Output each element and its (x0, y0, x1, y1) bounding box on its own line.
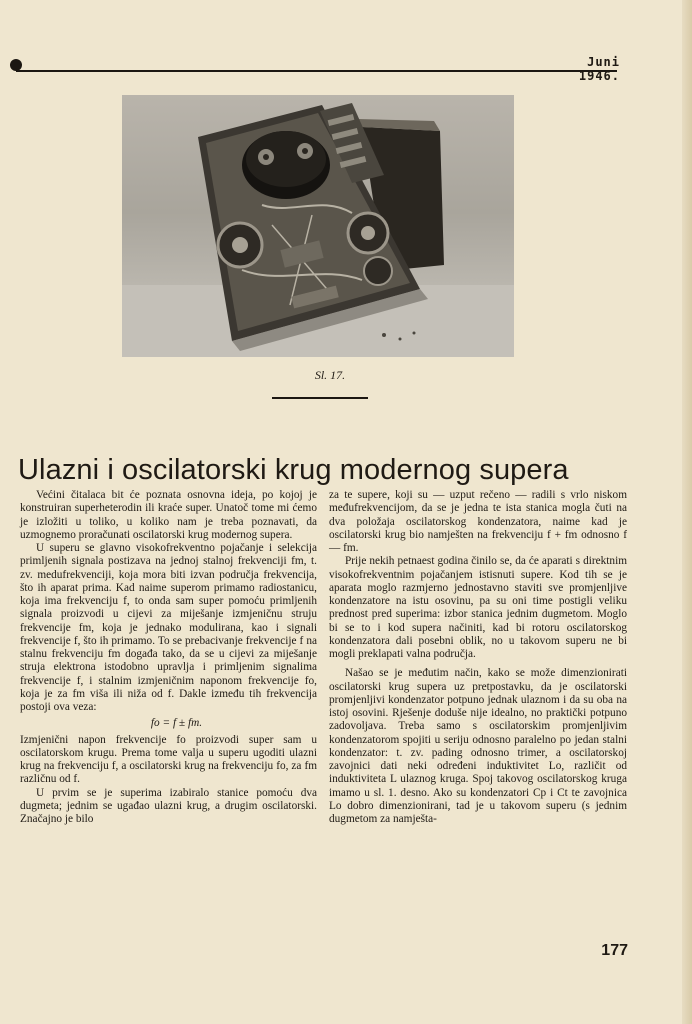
right-column (329, 489, 627, 826)
page-edge (682, 0, 692, 1024)
paragraph: U superu se glavno visokofrekventno pojačanje i selekcija primljenih signala postizava na jednoj stalnoj frekvenciji fm, t. zv. medufrekvenciji, koja mora biti izvan područja frekvencija, što ih aparat prima. Kad naime superom primamo radiostanicu, koja ima frekvenciju f, to onda sam super pomoću primljenih signala proizvodi u cijevi za miješanje izmjeničnu struju frekvencije fm, koja je jednako modulirana, kao i signali frekvencije f, što ih primamo. To se prebacivanje frekvencije f na stalnu frekvenciju fm događa tako, da se u cijevi za miješanje struja elektrona istodobno upravlja i primljenim signalima frekvencije f, i stalnim izmjeničnim naponom frekvencije fo, koja je za fm viša ili niža od f. Dakle između tih frekvencija postoji ova veza: (20, 542, 317, 713)
page-number: 177 (601, 942, 628, 959)
paragraph: Prije nekih petnaest godina činilo se, da će aparati s direktnim visokofrekventnim pojačanjem istisnuti supere. Kod tih se je aparata moglo razmjerno jednostavno staviti sve promjenljive kondenzatore na istu osovinu, pa su oni time postigli veliku prednost pred superima: izbor stanica jednim dugmetom. Moglo bi se to i kod supera načiniti, kad bi rotoru oscilatorskog kondenzatora dali posebni oblik, no u takovom superu ne bi mogli preklapati valna područja. (329, 555, 627, 660)
paragraph: Izmjenični napon frekvencije fo proizvodi super sam u oscilatorskom krugu. Prema tome valja u superu ugoditi ulazni krug na frekvenciju f, a oscilatorski krug na frekvenciju fo, za fm različnu od f. (20, 733, 317, 786)
paragraph: Većini čitalaca bit će poznata osnovna ideja, po kojoj je konstruiran superheterodin ili kraće super. Unatoč tome mi ćemo je izložiti u toliko, u koliko nam je treba poznavati, da uzmognemo proračunati oscilatorski krug modernog supera. (20, 489, 317, 541)
left-column (20, 489, 317, 826)
article-title: Ulazni i oscilatorski krug modernog supera (18, 454, 569, 487)
caption-rule (272, 397, 368, 399)
paragraph: Našao se je međutim način, kako se može dimenzionirati oscilatorski krug supera uz pretpostavku, da je oscilatorski promjenljivi kondenzator potpuno jednak ulaznom i da su oba na istoj osovini. Rješenje doduše nije idealno, no praktički potpuno zadovoljava. Treba samo s oscilatorskim promjenljivim kondenzatorom spojiti u seriju odnosno paralelno po jedan stalni kondenzator: t. zv. pading odnosno trimer, a oscilatorskoj zavojnici dati neki određeni induktivitet Lo, različit od induktiviteta L ulaznog kruga. Spoj takovog oscilatorskog kruga imamo u sl. 1. desno. Ako su kondenzatori Cp i Ct te zavojnica Lo dobro dimenzionirani, tad je u takovom superu (s jednim dugmetom za namješta- (329, 667, 627, 825)
figure-photo (122, 95, 514, 357)
paragraph: za te supere, koji su — uzput rečeno — radili s vrlo niskom međufrekvencijom, da se je jedna te ista stanica mogla čuti na dva položaja oscilatorskog kondenzatora, naime kad je oscilatorski krug bio namješten na frekvenciju f + fm odnosno f — fm. (329, 489, 627, 554)
radio-chassis-photo (122, 95, 514, 357)
figure-caption: Sl. 17. (314, 368, 346, 382)
header-rule (16, 70, 617, 72)
header-date: Juni 1946. (578, 55, 620, 83)
paragraph: U prvim se je superima izabiralo stanice pomoću dva dugmeta; jednim se ugađao ulazni krug, a drugim oscilatorski. Značajno je bilo (20, 786, 317, 825)
formula: fo = f ± fm. (150, 717, 203, 730)
